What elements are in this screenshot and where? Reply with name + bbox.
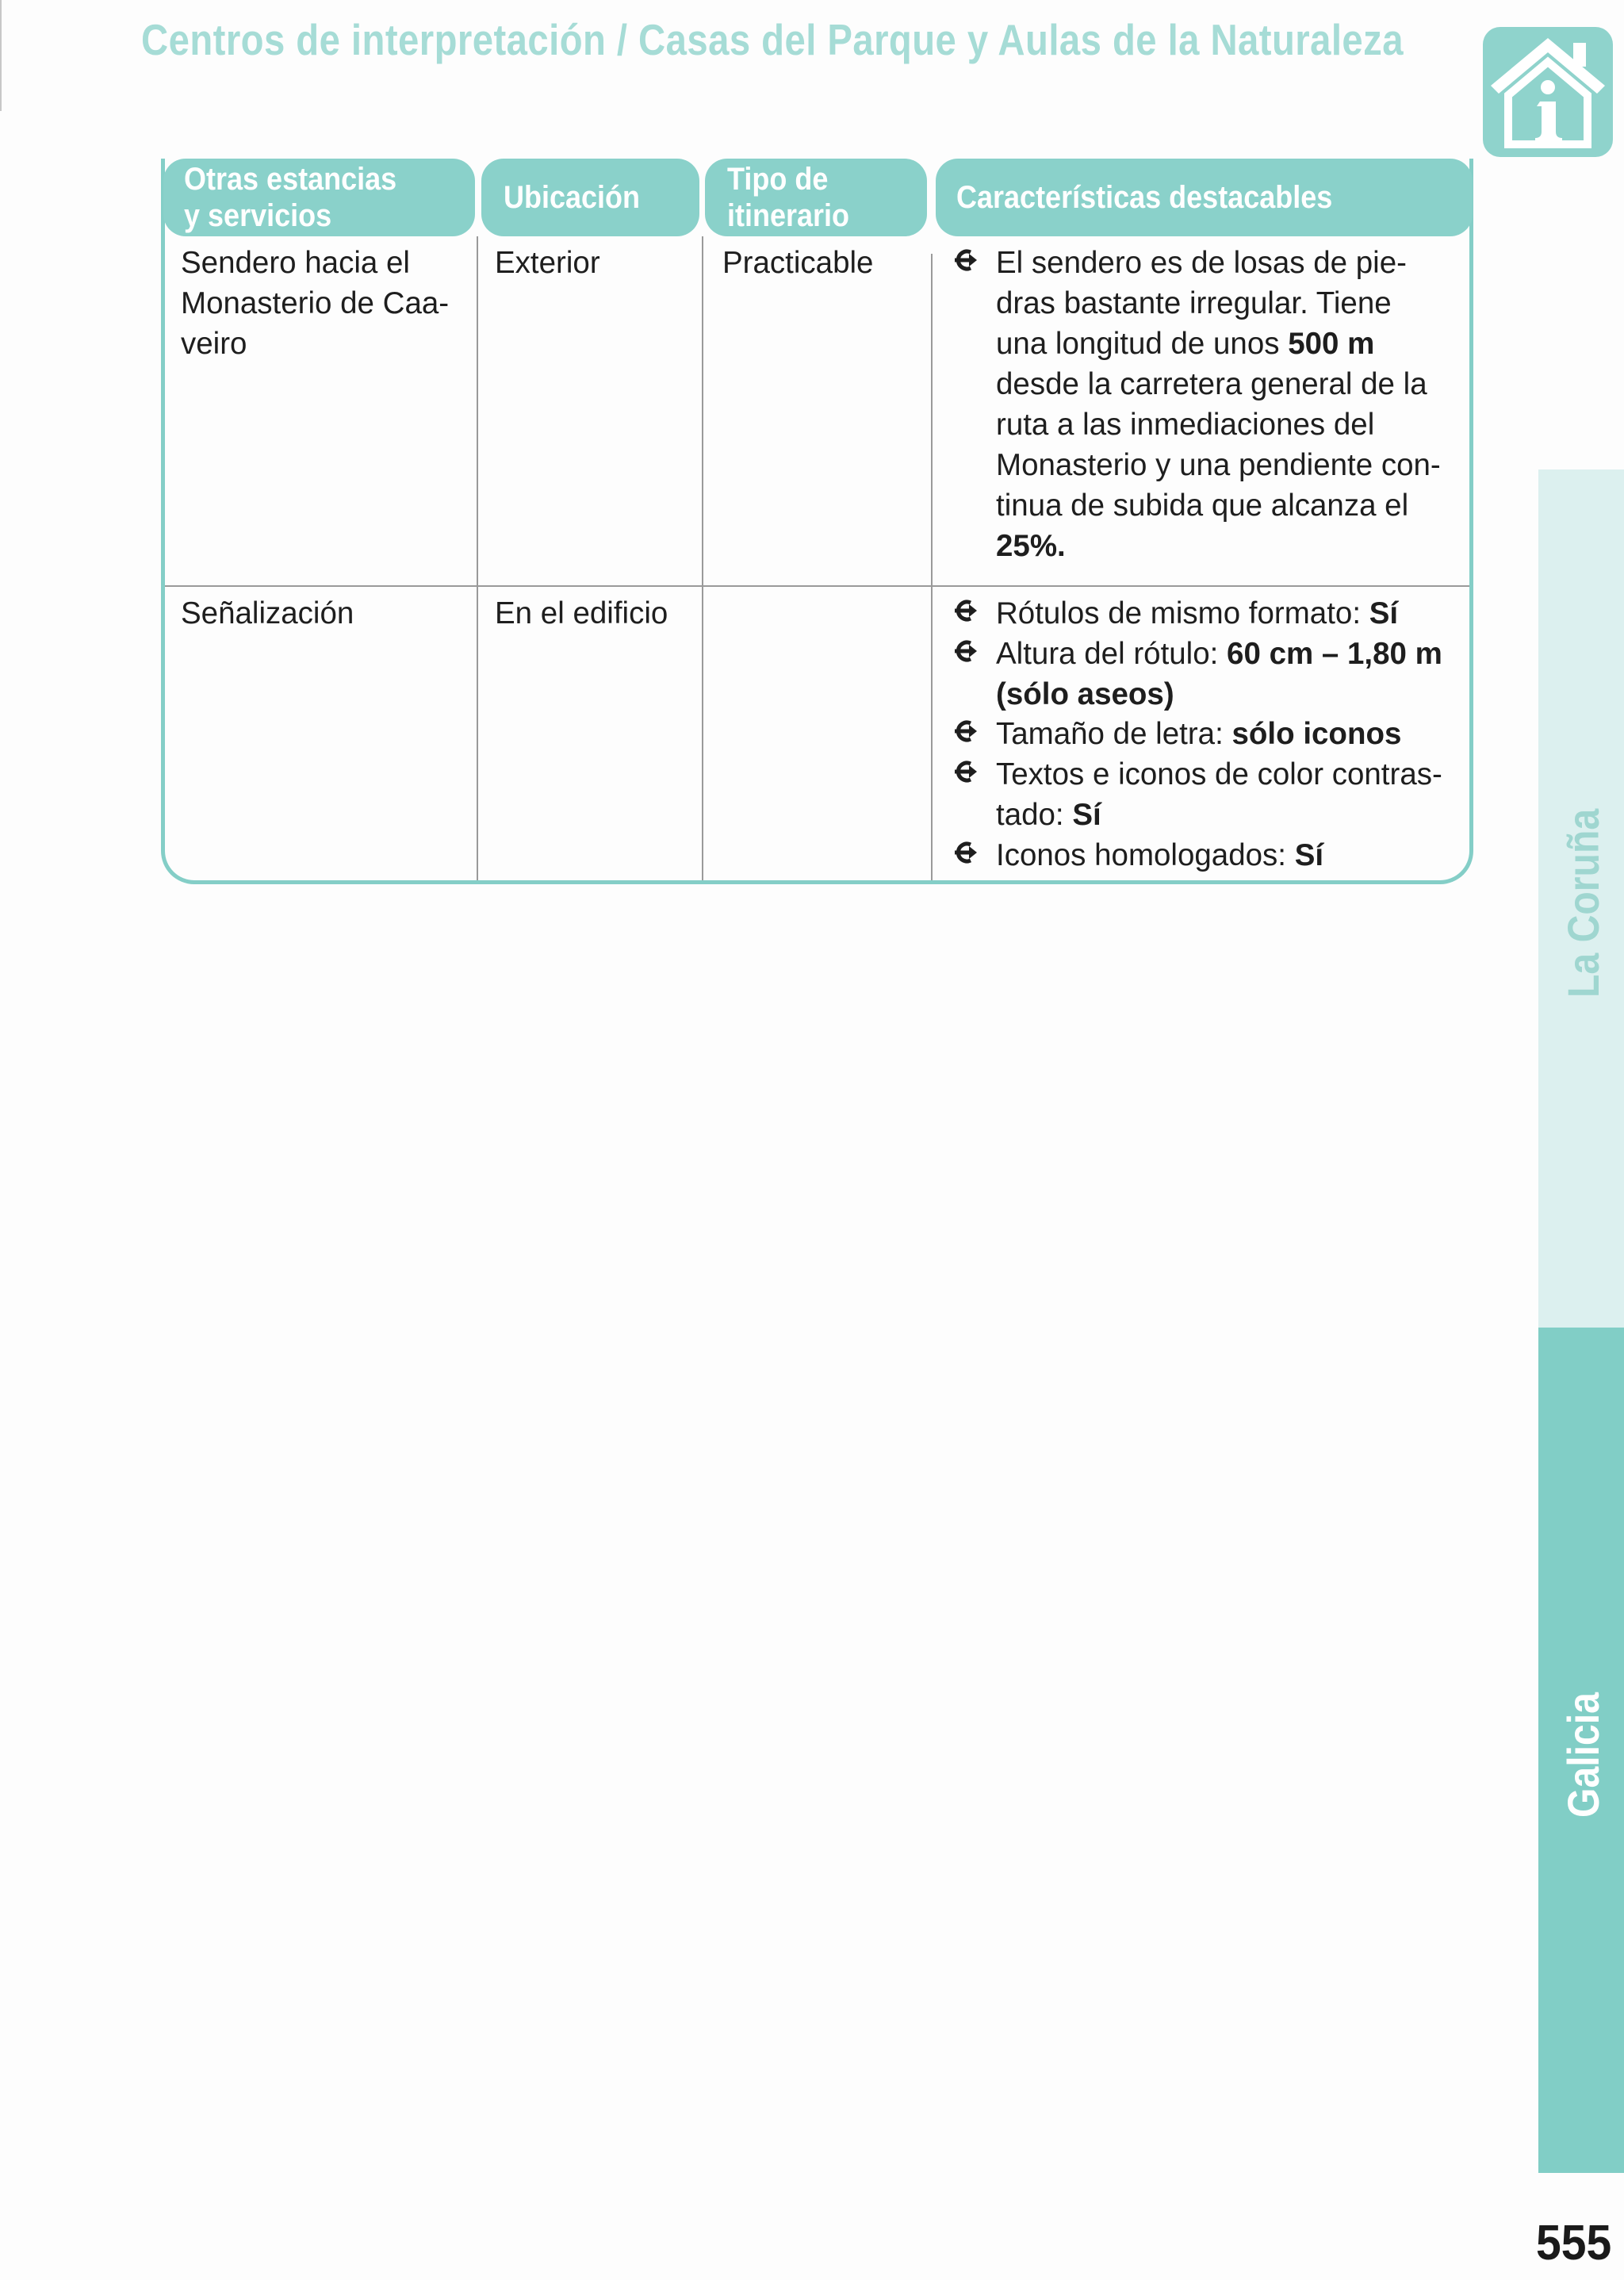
row2-estancia: Señalización: [181, 596, 354, 630]
left-margin-rule: [0, 0, 2, 111]
info-house-icon: [1480, 24, 1616, 160]
arrow-bullet-icon: [952, 244, 980, 276]
col-header-caracteristicas: Características destacables: [936, 159, 1473, 236]
arrow-bullet-icon: [952, 837, 980, 868]
region-label-la-coruna: La Coruña: [1558, 808, 1608, 998]
row-divider: [165, 585, 1469, 587]
page-number: 555: [1536, 2216, 1612, 2270]
col-header-ubicacion: Ubicación: [481, 159, 699, 236]
row2-ubicacion: En el edificio: [495, 596, 668, 630]
arrow-bullet-icon: [952, 715, 980, 747]
page-title: Centros de interpretación / Casas del Parque y Aulas de la Naturaleza: [141, 15, 1404, 64]
arrow-bullet-icon: [952, 635, 980, 667]
arrow-bullet-icon: [952, 756, 980, 787]
column-divider: [931, 254, 933, 880]
row1-ubicacion: Exterior: [495, 246, 600, 280]
row1-estancia: Sendero hacia el Monasterio de Caa- veiro: [181, 246, 450, 361]
row1-tipo: Practicable: [722, 246, 874, 280]
column-divider: [477, 236, 478, 880]
region-label-galicia: Galicia: [1558, 1692, 1608, 1818]
col-header-tipo: Tipo de itinerario: [705, 159, 927, 236]
arrow-bullet-icon: [952, 595, 980, 627]
column-divider: [702, 236, 703, 880]
col-header-estancias: Otras estancias y servicios: [163, 159, 475, 236]
